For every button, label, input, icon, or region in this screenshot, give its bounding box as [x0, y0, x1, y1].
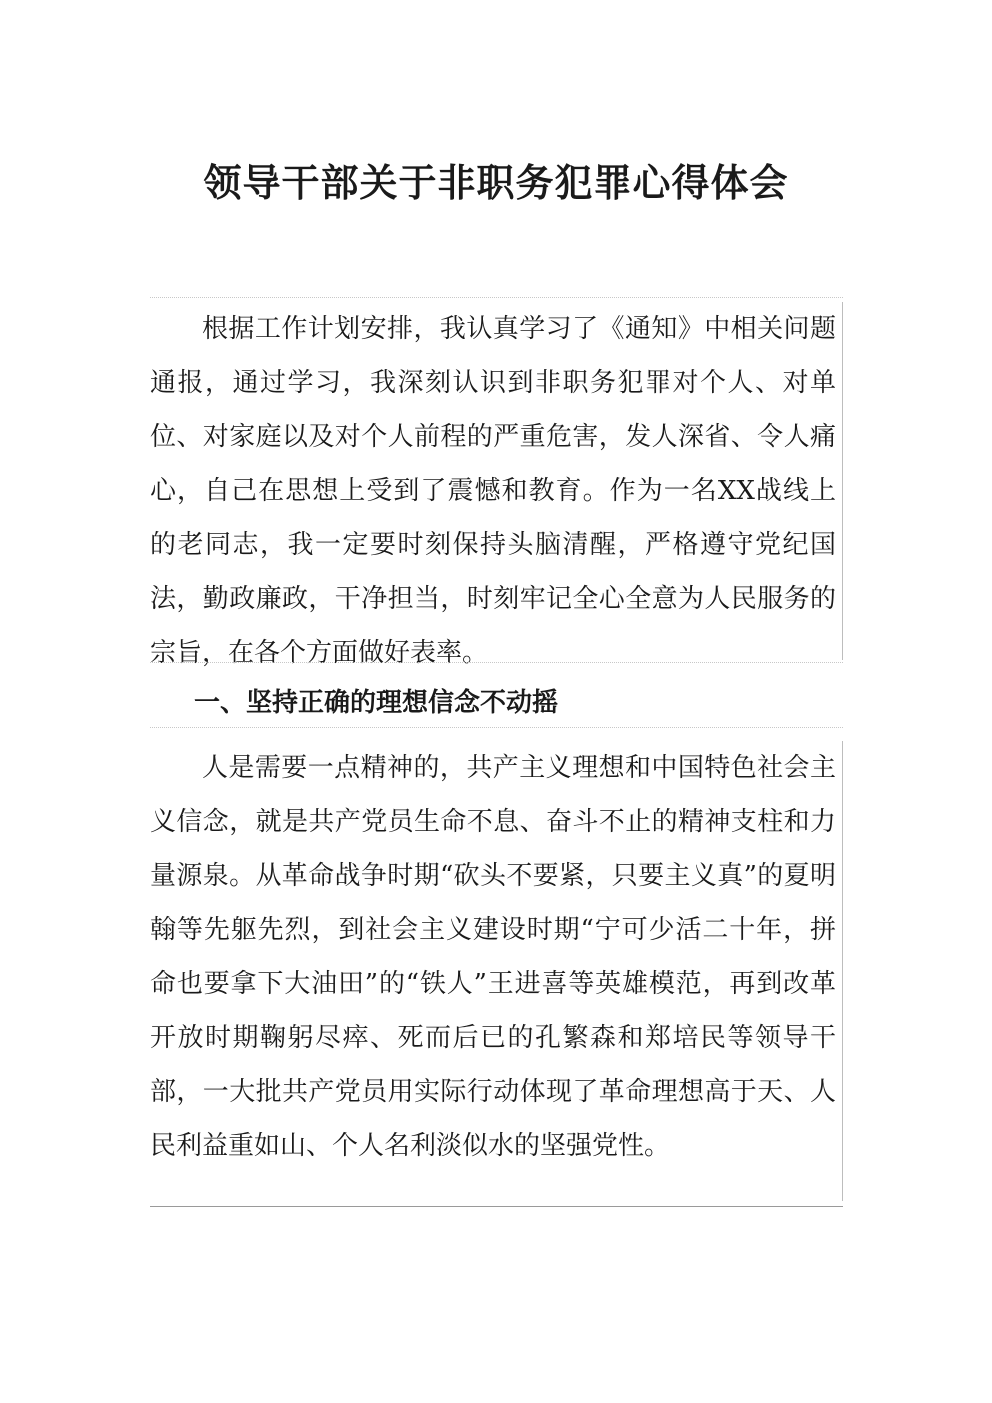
- intro-paragraph-block: [150, 302, 843, 668]
- paragraph-top-rule: [150, 297, 843, 298]
- section-1-paragraph: 人是需要一点精神的，共产主义理想和中国特色社会主义信念，就是共产党员生命不息、奋斗不止的精神支柱和力量源泉。从革命战争时期“砍头不要紧，只要主义真”的夏明翰等先躯先烈，到社会主义建设时期“宁可少活二十年，拼命也要拿下大油田”的“铁人”王进喜等英雄模范，再到改革开放时期鞠躬尽瘁、死而后已的孔繁森和郑培民等领导干部，一大批共产党员用实际行动体现了革命理想高于天、人民利益重如山、个人名利淡似水的坚强党性。: [150, 753, 836, 1161]
- intro-paragraph: 根据工作计划安排，我认真学习了《通知》中相关问题通报，通过学习，我深刻认识到非职务犯罪对个人、对单位、对家庭以及对个人前程的严重危害，发人深省、令人痛心，自己在思想上受到了震憾和教育。作为一名XX战线上的老同志，我一定要时刻保持头脑清醒，严格遵守党纪国法，勤政廉政，干净担当，时刻牢记全心全意为人民服务的宗旨，在各个方面做好表率。: [150, 314, 836, 668]
- paragraph-divider-rule: [150, 662, 843, 663]
- paragraph-bottom-rule: [150, 1206, 843, 1207]
- section-heading-1: 一、坚持正确的理想信念不动摇: [194, 688, 559, 718]
- section-1-paragraph-block: [150, 741, 843, 1201]
- document-title: 领导干部关于非职务犯罪心得体会: [203, 160, 789, 205]
- section-divider-rule: [150, 727, 843, 728]
